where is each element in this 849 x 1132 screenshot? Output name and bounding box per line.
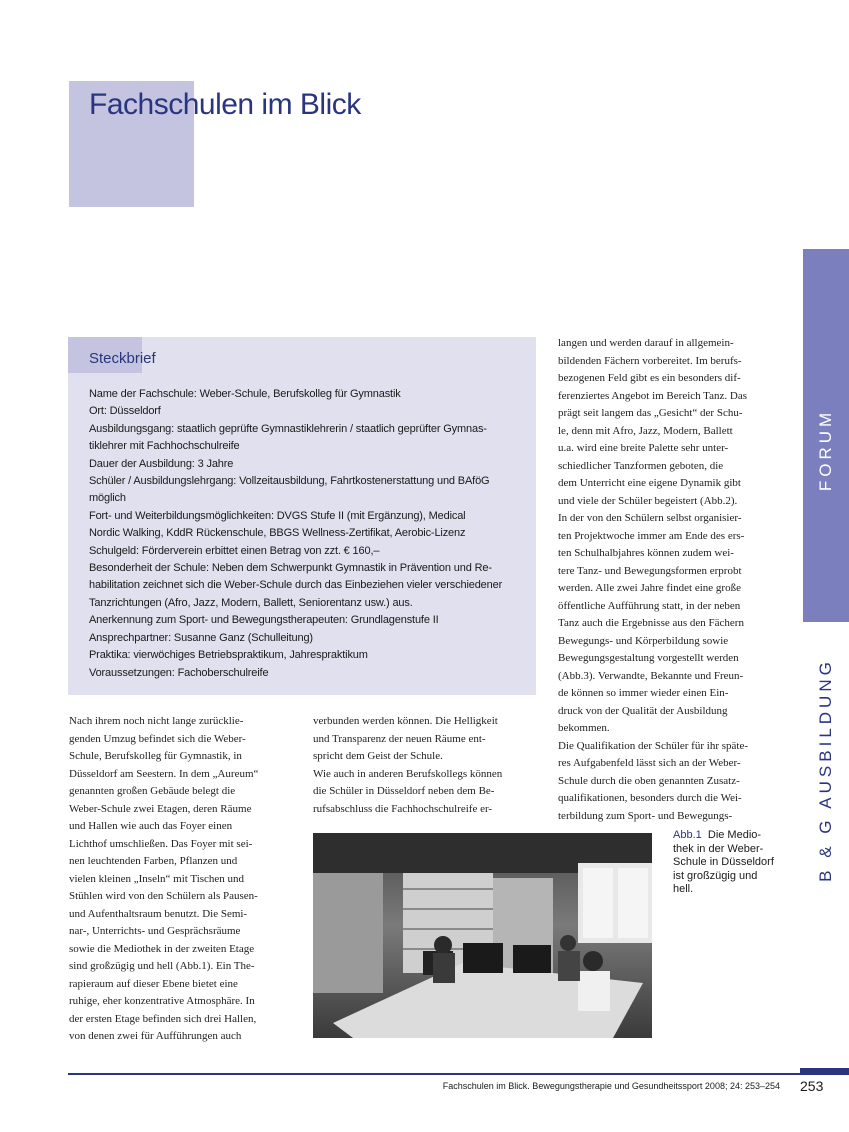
text-line: Bewegungs- und Körperbildung sowie — [558, 634, 729, 647]
text-line: Lichthof umschließen. Das Foyer mit sei- — [69, 837, 253, 850]
steckbrief-line: tiklehrer mit Fachhochschulreife — [89, 440, 240, 453]
text-line: Stühlen wird von den Schülern als Pausen- — [69, 890, 258, 902]
text-line: Nach ihrem noch nicht lange zurücklie- — [69, 715, 244, 727]
footer-rule — [68, 1073, 849, 1075]
mediothek-photo-illustration — [313, 833, 652, 1038]
text-line: u.a. wird eine breite Palette sehr unter- — [558, 442, 729, 454]
text-line: Schule, Berufskolleg für Gymnastik, in — [69, 750, 242, 762]
text-line: die Schüler in Düsseldorf neben dem Be- — [313, 785, 495, 797]
steckbrief-line: Name der Fachschule: Weber-Schule, Berufskolleg für Gymnastik — [89, 388, 401, 400]
text-line: ferenziertes Angebot im Bereich Tanz. Das — [558, 389, 748, 402]
text-line: langen und werden darauf in allgemein- — [558, 337, 734, 349]
figure-caption — [673, 829, 783, 897]
steckbrief-list — [89, 386, 529, 682]
text-line: ten Schulhalbjahres können zudem wei- — [558, 547, 734, 559]
footer-tab — [800, 1068, 849, 1074]
text-line: der ersten Etage befinden sich drei Hallen, — [69, 1012, 257, 1025]
text-line: und Aufenthaltsraum benutzt. Die Semi- — [69, 907, 248, 920]
text-line: werden. Alle zwei Jahre findet eine große — [558, 582, 741, 594]
steckbrief-line: Ort: Düsseldorf — [89, 405, 161, 418]
steckbrief-line: Schulgeld: Förderverein erbittet einen Betrag von zzt. € 160,– — [89, 544, 380, 557]
text-line: qualifikationen, besonders durch die Wei- — [558, 792, 742, 804]
caption-line: hell. — [673, 883, 694, 895]
text-line: nar-, Unterrichts- und Gesprächsräume — [69, 925, 241, 937]
text-line: bildenden Fächern vorbereitet. Im berufs- — [558, 354, 742, 367]
text-line: Tanz auch die Ergebnisse aus den Fächern — [558, 617, 744, 629]
text-line: spricht dem Geist der Schule. — [313, 750, 443, 762]
text-line: le, denn mit Afro, Jazz, Modern, Ballett — [558, 424, 733, 437]
text-line: sowie die Mediothek in der zweiten Etage — [69, 942, 255, 955]
text-line: In der von den Schülern selbst organisier- — [558, 512, 742, 524]
text-line: Wie auch in anderen Berufskollegs können — [313, 767, 503, 780]
steckbrief-line: habilitation zeichnet sich die Weber-Schule durch das Einbeziehen vieler verschiedener — [89, 579, 503, 592]
steckbrief-line: Praktika: vierwöchiges Betriebspraktikum, Jahrespraktikum — [89, 649, 368, 662]
text-line: de können so immer wieder einen Ein- — [558, 687, 729, 699]
footer-citation: Fachschulen im Blick. Bewegungstherapie und Gesundheitssport 2008; 24: 253–254 — [442, 1081, 780, 1091]
section-label-bg-ausbildung: B & G AUSBILDUNG — [816, 658, 835, 882]
steckbrief-line: Anerkennung zum Sport- und Bewegungstherapeuten: Grundlagenstufe II — [89, 614, 439, 627]
text-line: prägt seit langem das „Gesicht“ der Schu- — [558, 407, 743, 419]
text-line: von denen zwei für Aufführungen auch — [69, 1030, 242, 1042]
text-line: sind großzügig und hell (Abb.1). Ein The- — [69, 960, 255, 972]
caption-line: Die Medio- — [707, 829, 762, 841]
page-number: 253 — [800, 1078, 824, 1094]
section-label-forum: FORUM — [816, 408, 835, 492]
steckbrief-line: Schüler / Ausbildungslehrgang: Vollzeitausbildung, Fahrtkostenerstattung und BAföG — [89, 475, 490, 488]
article-column-3 — [558, 335, 779, 825]
text-line: ruhige, eher konzentrative Atmosphäre. In — [69, 995, 255, 1007]
text-line: Düsseldorf am Seestern. In dem „Aureum“ — [69, 767, 259, 780]
text-line: rapieraum auf dieser Ebene bietet eine — [69, 977, 238, 990]
text-line: (Abb.3). Verwandte, Bekannte und Freun- — [558, 669, 744, 682]
text-line: und Hallen wie auch das Foyer einen — [69, 820, 233, 832]
steckbrief-line: Nordic Walking, KddR Rückenschule, BBGS Wellness-Zertifikat, Aerobic-Lizenz — [89, 527, 466, 540]
text-line: und viele der Schüler begeistert (Abb.2). — [558, 494, 738, 507]
caption-line: thek in der Weber- — [673, 842, 764, 855]
article-column-1 — [69, 713, 291, 1046]
caption-line: Schule in Düsseldorf — [673, 856, 774, 868]
text-line: Die Qualifikation der Schüler für ihr späte- — [558, 739, 748, 752]
text-line: schiedlicher Tanzformen geboten, die — [558, 459, 724, 472]
mediothek-photo — [313, 833, 652, 1038]
steckbrief-line: Fort- und Weiterbildungsmöglichkeiten: DVGS Stufe II (mit Ergänzung), Medical — [89, 509, 466, 522]
text-line: genannten großen Gebäude belegt die — [69, 785, 236, 797]
text-line: Schule durch die oben genannten Zusatz- — [558, 774, 740, 787]
page-title: Fachschulen im Blick — [89, 88, 361, 121]
text-line: Bewegungsgestaltung vorgestellt werden — [558, 652, 739, 664]
steckbrief-line: Besonderheit der Schule: Neben dem Schwerpunkt Gymnastik in Prävention und Re- — [89, 562, 492, 575]
steckbrief-line: Ausbildungsgang: staatlich geprüfte Gymnastiklehrerin / staatlich geprüfter Gymnas- — [89, 422, 487, 435]
text-line: rufsabschluss die Fachhochschulreife er- — [313, 802, 493, 815]
text-line: bezogenen Feld gibt es ein besonders dif- — [558, 372, 741, 384]
text-line: res Aufgabenfeld lässt sich an der Weber- — [558, 757, 741, 769]
steckbrief-line: Tanzrichtungen (Afro, Jazz, Modern, Ballett, Seniorentanz usw.) aus. — [89, 596, 413, 609]
steckbrief-line: möglich — [89, 492, 126, 505]
text-line: ten Projektwoche immer am Ende des ers- — [558, 529, 745, 542]
text-line: bekommen. — [558, 722, 610, 734]
text-line: vielen kleinen „Inseln“ mit Tischen und — [69, 872, 245, 885]
steckbrief-line: Ansprechpartner: Susanne Ganz (Schulleitung) — [89, 631, 313, 644]
text-line: genden Umzug befindet sich die Weber- — [69, 732, 246, 745]
text-line: terbildung zum Sport- und Bewegungs- — [558, 809, 733, 822]
steckbrief-line: Dauer der Ausbildung: 3 Jahre — [89, 457, 234, 470]
text-line: druck von der Qualität der Ausbildung — [558, 704, 728, 717]
steckbrief-line: Voraussetzungen: Fachoberschulreife — [89, 666, 269, 679]
text-line: dem Unterricht eine eigene Dynamik gibt — [558, 477, 741, 489]
text-line: nen leuchtenden Farben, Pflanzen und — [69, 855, 238, 867]
text-line: und Transparenz der neuen Räume ent- — [313, 732, 486, 745]
steckbrief-title: Steckbrief — [89, 350, 156, 367]
text-line: Weber-Schule zwei Etagen, deren Räume — [69, 802, 252, 815]
article-column-2 — [313, 713, 536, 818]
text-line: verbunden werden können. Die Helligkeit — [313, 715, 498, 727]
text-line: tere Tanz- und Bewegungsformen erprobt — [558, 564, 742, 577]
figure-label: Abb.1 — [673, 829, 702, 841]
caption-line: ist großzügig und — [673, 869, 758, 882]
text-line: öffentliche Aufführung statt, in der neben — [558, 599, 741, 612]
